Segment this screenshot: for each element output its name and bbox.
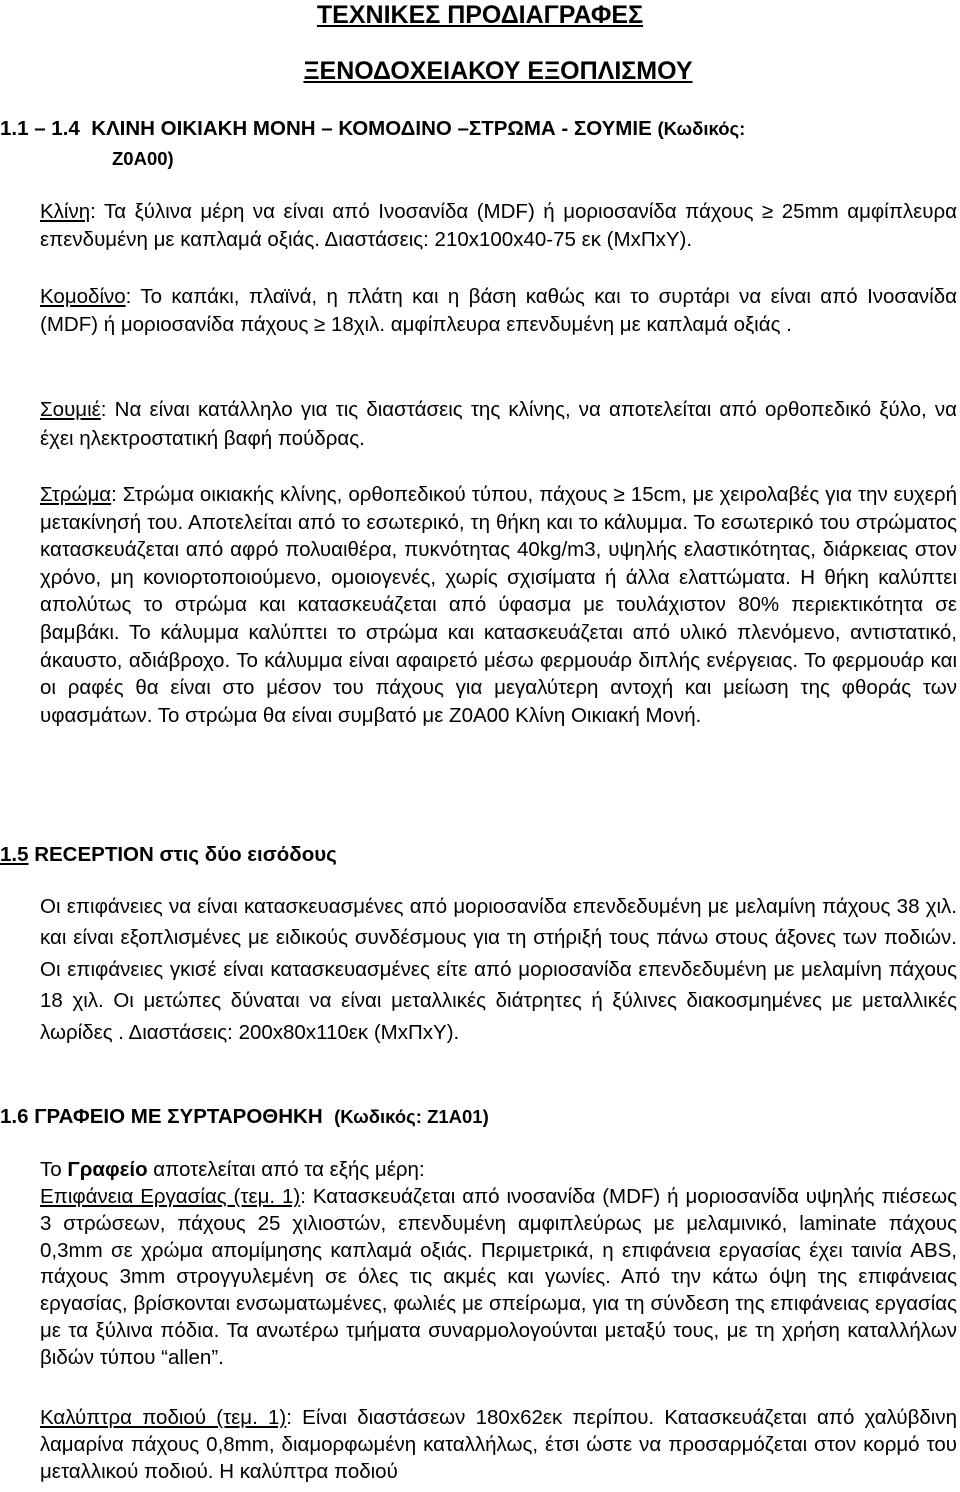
bedbase-label: Σουμιέ: [40, 398, 101, 421]
nightstand-paragraph: [40, 283, 957, 338]
section-code-value: Z0A00): [112, 148, 174, 169]
reception-paragraph: Οι επιφάνειες να είναι κατασκευασμένες από μοριοσανίδα επενδεδυμένη με μελαμίνη πάχους 38 χιλ. και είναι εξοπλισμένες με ειδικούς συνδέσμους για τη στήριξή τους πάνω στους άξονες των ποδιών. Οι επιφάνειες γκισέ είναι κατασκευασμένες είτε από μοριοσανίδα επενδεδυμένη με μελαμίνη πάχους 18 χιλ. Οι μετώπες δύναται να είναι μεταλλικές διάτρητες ή ξύλινες διακοσμημένες με μεταλλικές λωρίδες . Διαστάσεις: 200x80x110εκ (ΜxΠxΥ).: [40, 895, 957, 1044]
leg-cover-paragraph: [40, 1405, 957, 1485]
section-number: 1.1 – 1.4: [0, 117, 80, 140]
nightstand-label: Κομοδίνο: [40, 285, 126, 308]
desk-intro-pre: Το: [40, 1158, 68, 1181]
section-number: 1.5: [0, 843, 29, 866]
desk-intro-bold: Γραφείο: [67, 1158, 148, 1181]
desk-intro-post: αποτελείται από τα εξής μέρη:: [147, 1158, 425, 1181]
leg-cover-label: Καλύπτρα ποδιού (τεμ. 1): [40, 1406, 287, 1429]
desk-surface-text: : Κατασκευάζεται από ινοσανίδα (MDF) ή μοριοσανίδα υψηλής πιέσεως 3 στρώσεων, πάχους 25 χιλιοστών, επενδυμένη αμφιπλεύρως με μελαμινικό, laminate πάχους 0,3mm σε χρώμα απομίμησης καπλαμά οξιάς. Περιμετρικά, η επιφάνεια εργασίας έχει ταινία ABS, πάχους 3mm στρογγυλεμένη σε όλες τις ακμές και γωνίες. Από την κάτω όψη της επιφάνειας εργασίας, βρίσκονται ενσωματωμένες, φωλιές με σπείρωμα, για τη σύνδεση της επιφάνειας εργασίας με τα ξύλινα πόδια. Τα ανωτέρω τμήματα συναρμολογούνται μεταξύ τους, με τη χρήση καταλλήλων βιδών τύπου “allen”.: [40, 1185, 957, 1369]
section-title: RECEPTION στις δύο εισόδους: [34, 843, 337, 866]
section-heading-desk: [0, 1102, 489, 1132]
mattress-paragraph: [40, 481, 957, 729]
bed-dimensions: Διαστάσεις: 210x100x40-75 εκ (ΜxΠxΥ).: [319, 227, 693, 251]
section-number: 1.6: [0, 1105, 29, 1128]
document-subtitle: ΞΕΝΟΔΟΧΕΙΑΚΟΥ ΕΞΟΠΛΙΣΜΟΥ: [303, 57, 693, 85]
section-heading-beds: [0, 114, 960, 144]
bed-text: : Τα ξύλινα μέρη να είναι από Ινοσανίδα (MDF) ή μοριοσανίδα πάχους ≥ 25mm αμφίπλευρα επενδυμένη με καπλαμά οξιάς.: [40, 200, 957, 251]
mattress-label: Στρώμα: [40, 483, 112, 506]
bed-label: Κλίνη: [40, 200, 91, 223]
nightstand-text: : Το καπάκι, πλαϊνά, η πλάτη και η βάση καθώς και το συρτάρι να είναι από Ινοσανίδα (MDF) ή μοριοσανίδα πάχους ≥ 18χιλ.: [40, 285, 957, 336]
nightstand-text-2: αμφίπλευρα επενδυμένη με καπλαμά οξιάς .: [385, 312, 792, 336]
desk-surface-label: Επιφάνεια Εργασίας (τεμ. 1): [40, 1185, 301, 1208]
desk-surface-paragraph: [40, 1184, 957, 1372]
bed-paragraph: [40, 198, 957, 253]
document-title: ΤΕΧΝΙΚΕΣ ΠΡΟΔΙΑΓΡΑΦΕΣ: [316, 1, 644, 29]
section-code-line2: [112, 144, 174, 174]
bedbase-text: : Να είναι κατάλληλο για τις διαστάσεις της κλίνης, να αποτελείται από ορθοπεδικό ξύλο, να έχει ηλεκτροστατική βαφή πούδρας.: [40, 398, 957, 450]
leg-cover-text: : Είναι διαστάσεων 180x62εκ περίπου. Κατασκευάζεται από χαλύβδινη λαμαρίνα πάχους 0,8mm, διαμορφωμένη καταλλήλως, έτσι ώστε να προσαρμόζεται στον κορμό του μεταλλικού ποδιού. Η καλύπτρα ποδιού: [40, 1406, 957, 1483]
section-code: (Κωδικός:: [657, 118, 746, 139]
desk-intro: [40, 1157, 957, 1184]
bedbase-paragraph: [40, 395, 957, 453]
mattress-text: : Στρώμα οικιακής κλίνης, ορθοπεδικού τύπου, πάχους ≥ 15cm, με χειρολαβές για την ευχερή μετακίνησή του. Αποτελείται από το εσωτερικό, τη θήκη και το κάλυμμα. Το εσωτερικό του στρώματος κατασκευάζεται από αφρό πολυαιθέρα, πυκνότητας 40kg/m3, υψηλής ελαστικότητας, διάρκειας στον χρόνο, μη κονιορτοποιούμενο, ομοιογενές, χωρίς σχισίματα ή άλλα ελαττώματα. Η θήκη καλύπτει απολύτως το στρώμα και κατασκευάζεται από ύφασμα με τουλάχιστον 80% περιεκτικότητα σε βαμβάκι. Το κάλυμμα καλύπτει το στρώμα και κατασκευάζεται από υλικό πλενόμενο, αντιστατικό, άκαυστο, αδιάβροχο. Το κάλυμμα είναι αφαιρετό μέσω φερμουάρ διπλής ενέργειας. Το φερμουάρ και οι ραφές θα είναι στο μέσον του πάχους για μεγαλύτερη αντοχή και μείωση της φθοράς των υφασμάτων. Το στρώμα θα είναι συμβατό με Z0A00 Κλίνη Οικιακή Μονή.: [40, 483, 957, 727]
section-code: (Κωδικός: Z1A01): [334, 1106, 489, 1127]
section-title: ΚΛΙΝΗ ΟΙΚΙΑΚΗ ΜΟΝΗ – ΚΟΜΟΔΙΝΟ –ΣΤΡΩΜΑ - ΣΟΥΜΙΕ: [91, 117, 652, 140]
section-title: ΓΡΑΦΕΙΟ ΜΕ ΣΥΡΤΑΡΟΘΗΚΗ: [34, 1105, 323, 1128]
section-heading-reception: [0, 840, 337, 870]
